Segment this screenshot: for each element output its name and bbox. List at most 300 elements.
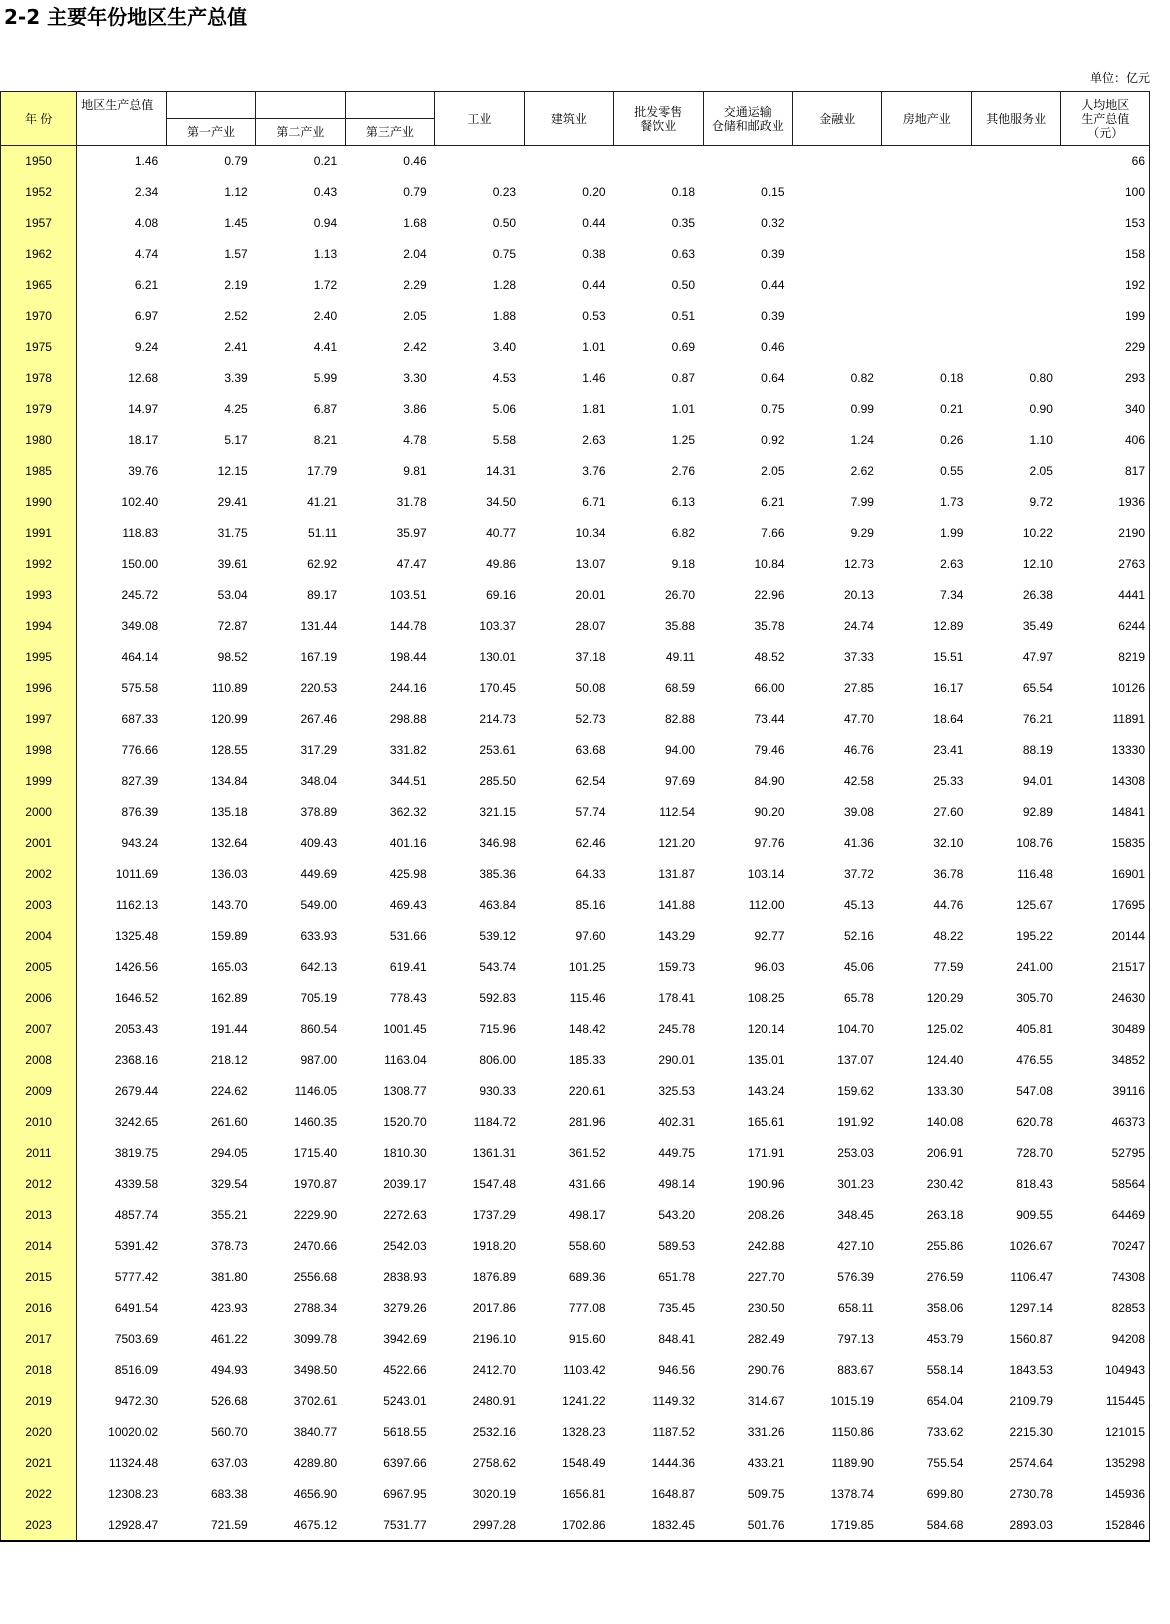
cell-tertiary: 1308.77 [383, 1084, 427, 1098]
cell-real-estate: 133.30 [926, 1084, 964, 1098]
year-cell: 2010 [1, 1107, 77, 1138]
cell-per-capita: 30489 [1061, 1014, 1150, 1045]
cell-per-capita: 158 [1061, 239, 1150, 270]
cell-real-estate: 0.21 [940, 402, 964, 416]
cell-gdp: 827.39 [121, 774, 159, 788]
cell-finance: 2.62 [850, 464, 874, 478]
header-blank [166, 92, 255, 119]
cell-trade [614, 146, 703, 177]
cell-finance: 12.73 [843, 557, 874, 571]
cell-real-estate: 206.91 [926, 1146, 964, 1160]
cell-trade: 112.54 [659, 805, 696, 819]
cell-primary: 329.54 [210, 1177, 248, 1191]
cell-tertiary: 298.88 [389, 712, 427, 726]
cell-gdp: 4.74 [134, 247, 159, 261]
cell-secondary: 3498.50 [293, 1363, 338, 1377]
year-cell: 2018 [1, 1355, 77, 1386]
cell-finance: 1015.19 [830, 1394, 874, 1408]
cell-industry: 2412.70 [472, 1363, 517, 1377]
cell-trade: 9.18 [671, 557, 696, 571]
cell-industry: 3.40 [492, 340, 517, 354]
cell-primary: 355.21 [210, 1208, 248, 1222]
cell-primary: 4.25 [224, 402, 248, 416]
cell-per-capita: 192 [1061, 270, 1150, 301]
cell-tertiary: 6967.95 [383, 1487, 427, 1501]
year-cell: 1993 [1, 580, 77, 611]
table-row [1, 828, 1150, 859]
cell-industry: 1876.89 [472, 1270, 517, 1284]
cell-construction: 220.61 [568, 1084, 606, 1098]
cell-construction: 6.71 [582, 495, 606, 509]
cell-primary: 0.79 [224, 154, 248, 169]
cell-finance: 24.74 [843, 619, 874, 633]
cell-tertiary: 103.51 [389, 588, 427, 602]
cell-industry: 1737.29 [472, 1208, 517, 1222]
cell-transport: 22.96 [754, 588, 785, 602]
cell-trade: 143.29 [658, 929, 696, 943]
year-cell: 1965 [1, 270, 77, 301]
cell-trade: 245.78 [658, 1022, 696, 1036]
cell-trade: 0.63 [671, 247, 696, 261]
cell-industry: 321.15 [479, 805, 517, 819]
cell-industry: 1547.48 [472, 1177, 517, 1191]
cell-trade: 1444.36 [651, 1456, 696, 1470]
table-row [1, 1386, 1150, 1417]
cell-tertiary: 2.04 [403, 247, 427, 261]
cell-tertiary: 5618.55 [383, 1425, 427, 1439]
year-cell: 1999 [1, 766, 77, 797]
table-row [1, 301, 1150, 332]
table-row [1, 177, 1150, 208]
cell-per-capita: 115445 [1061, 1386, 1150, 1417]
cell-secondary: 1970.87 [293, 1177, 338, 1191]
cell-transport: 112.00 [748, 898, 785, 912]
cell-secondary: 2788.34 [293, 1301, 338, 1315]
header-blank [345, 92, 434, 119]
cell-transport: 7.66 [761, 526, 785, 540]
cell-secondary: 267.46 [300, 712, 338, 726]
cell-per-capita: 340 [1061, 394, 1150, 425]
cell-gdp: 5777.42 [114, 1270, 159, 1284]
cell-construction: 1103.42 [563, 1363, 606, 1377]
cell-per-capita: 121015 [1061, 1417, 1150, 1448]
cell-real-estate: 48.22 [933, 929, 964, 943]
cell-gdp: 2053.43 [114, 1022, 159, 1036]
cell-per-capita: 20144 [1061, 921, 1150, 952]
cell-finance: 9.29 [850, 526, 874, 540]
cell-tertiary: 1520.70 [383, 1115, 427, 1129]
cell-per-capita: 58564 [1061, 1169, 1150, 1200]
cell-other-services: 1.10 [1029, 433, 1053, 447]
cell-tertiary: 1163.04 [384, 1053, 427, 1067]
cell-industry: 1.88 [492, 309, 517, 323]
cell-construction: 361.52 [568, 1146, 606, 1160]
cell-construction: 62.54 [575, 774, 606, 788]
cell-transport: 0.64 [761, 371, 785, 385]
cell-construction: 85.16 [575, 898, 606, 912]
cell-per-capita: 145936 [1061, 1479, 1150, 1510]
cell-finance: 427.10 [837, 1239, 874, 1253]
cell-industry: 539.12 [479, 929, 517, 943]
header-trade-line2: 餐饮业 [640, 118, 677, 133]
cell-tertiary: 2272.63 [383, 1208, 427, 1222]
cell-construction: 281.96 [568, 1115, 606, 1129]
cell-trade: 178.41 [658, 991, 696, 1005]
table-row [1, 952, 1150, 983]
cell-trade: 589.53 [658, 1239, 696, 1253]
cell-finance: 1.24 [850, 433, 874, 447]
cell-industry: 715.96 [479, 1022, 517, 1036]
cell-real-estate: 15.51 [933, 650, 964, 664]
cell-gdp: 4.08 [134, 216, 159, 230]
cell-industry: 40.77 [486, 526, 517, 540]
cell-secondary: 4289.80 [293, 1456, 338, 1470]
year-cell: 2019 [1, 1386, 77, 1417]
year-cell: 2016 [1, 1293, 77, 1324]
cell-finance: 52.16 [843, 929, 874, 943]
cell-per-capita: 34852 [1061, 1045, 1150, 1076]
cell-real-estate: 558.14 [926, 1363, 964, 1377]
cell-primary: 2.41 [224, 340, 248, 354]
table-row [1, 1076, 1150, 1107]
cell-finance: 883.67 [837, 1363, 874, 1377]
cell-finance: 27.85 [843, 681, 874, 695]
cell-industry: 2758.62 [472, 1456, 517, 1470]
cell-gdp: 876.39 [121, 805, 159, 819]
cell-secondary: 2229.90 [293, 1208, 338, 1222]
year-cell: 1991 [1, 518, 77, 549]
cell-industry: 346.98 [479, 836, 517, 850]
cell-secondary: 348.04 [300, 774, 338, 788]
cell-trade: 1149.32 [652, 1394, 696, 1408]
cell-primary: 5.17 [224, 433, 248, 447]
cell-trade: 0.69 [671, 340, 696, 354]
header-trade-line1: 批发零售 [634, 104, 683, 119]
table-row [1, 797, 1150, 828]
cell-tertiary: 778.43 [389, 991, 427, 1005]
cell-primary: 159.89 [210, 929, 248, 943]
table-row [1, 766, 1150, 797]
table-row [1, 1045, 1150, 1076]
cell-secondary: 6.87 [313, 402, 338, 416]
cell-finance: 46.76 [843, 743, 874, 757]
cell-finance: 658.11 [838, 1301, 874, 1315]
cell-transport: 0.15 [761, 185, 785, 199]
cell-per-capita: 406 [1061, 425, 1150, 456]
cell-other-services: 12.10 [1022, 557, 1053, 571]
cell-trade: 141.88 [658, 898, 696, 912]
year-cell: 1952 [1, 177, 77, 208]
cell-real-estate: 124.40 [926, 1053, 964, 1067]
year-cell: 1975 [1, 332, 77, 363]
cell-finance: 7.99 [850, 495, 874, 509]
cell-industry: 592.83 [479, 991, 517, 1005]
cell-gdp: 6.97 [134, 309, 159, 323]
cell-transport: 0.39 [761, 247, 785, 261]
table-row [1, 890, 1150, 921]
cell-per-capita: 293 [1061, 363, 1150, 394]
cell-industry: 2480.91 [472, 1394, 517, 1408]
cell-gdp: 18.17 [128, 433, 159, 447]
cell-other-services: 2730.78 [1009, 1487, 1053, 1501]
cell-construction: 1548.49 [562, 1456, 606, 1470]
cell-tertiary: 0.46 [403, 154, 427, 169]
cell-per-capita: 817 [1061, 456, 1150, 487]
cell-other-services: 94.01 [1022, 774, 1053, 788]
cell-real-estate: 120.29 [926, 991, 964, 1005]
cell-construction: 689.36 [568, 1270, 606, 1284]
cell-gdp: 6.21 [134, 278, 159, 292]
cell-trade: 6.82 [671, 526, 696, 540]
cell-real-estate: 77.59 [933, 960, 964, 974]
cell-construction: 52.73 [575, 712, 606, 726]
cell-primary: 31.75 [217, 526, 248, 540]
cell-industry: 285.50 [479, 774, 517, 788]
cell-construction: 28.07 [575, 619, 606, 633]
table-row [1, 983, 1150, 1014]
cell-industry: 214.73 [479, 712, 517, 726]
cell-transport: 143.24 [747, 1084, 785, 1098]
cell-gdp: 3819.75 [114, 1146, 159, 1160]
cell-trade: 0.35 [671, 216, 696, 230]
cell-per-capita: 14841 [1061, 797, 1150, 828]
cell-other-services: 2215.30 [1009, 1425, 1053, 1439]
cell-primary: 72.87 [217, 619, 248, 633]
cell-trade: 946.56 [658, 1363, 696, 1377]
cell-tertiary: 3.30 [403, 371, 427, 385]
cell-construction: 62.46 [575, 836, 606, 850]
cell-other-services: 0.90 [1029, 402, 1053, 416]
cell-gdp: 11324.48 [109, 1456, 159, 1470]
cell-other-services: 2.05 [1029, 464, 1053, 478]
cell-primary: 461.22 [210, 1332, 248, 1346]
cell-primary: 381.80 [210, 1270, 248, 1284]
cell-industry: 2017.86 [472, 1301, 517, 1315]
table-row [1, 270, 1150, 301]
cell-transport: 92.77 [754, 929, 785, 943]
cell-construction: 558.60 [568, 1239, 606, 1253]
cell-industry: 385.36 [479, 867, 517, 881]
cell-transport: 2.05 [761, 464, 785, 478]
cell-primary: 110.89 [211, 681, 248, 695]
header-year: 年 份 [1, 92, 77, 146]
header-other-services: 其他服务业 [971, 92, 1060, 146]
year-cell: 1980 [1, 425, 77, 456]
cell-construction: 0.38 [582, 247, 606, 261]
header-construction: 建筑业 [524, 92, 613, 146]
cell-secondary: 62.92 [307, 557, 338, 571]
year-cell: 1978 [1, 363, 77, 394]
cell-primary: 423.93 [210, 1301, 248, 1315]
cell-secondary: 1146.05 [294, 1084, 338, 1098]
cell-industry: 806.00 [479, 1053, 517, 1067]
cell-primary: 143.70 [210, 898, 248, 912]
cell-real-estate: 23.41 [933, 743, 964, 757]
cell-tertiary: 1810.30 [383, 1146, 427, 1160]
cell-primary: 3.39 [224, 371, 248, 385]
cell-tertiary: 619.41 [389, 960, 427, 974]
cell-per-capita: 1936 [1061, 487, 1150, 518]
cell-transport: 6.21 [761, 495, 785, 509]
cell-transport: 227.70 [747, 1270, 785, 1284]
year-cell: 1998 [1, 735, 77, 766]
table-row [1, 1169, 1150, 1200]
cell-primary: 637.03 [210, 1456, 248, 1470]
cell-transport: 0.92 [761, 433, 785, 447]
cell-industry: 5.06 [492, 402, 517, 416]
header-per-capita-line2: 生产总值 [1081, 111, 1130, 126]
cell-gdp: 118.83 [122, 526, 159, 540]
cell-tertiary: 244.16 [389, 681, 427, 695]
table-row [1, 859, 1150, 890]
cell-secondary: 167.19 [300, 650, 338, 664]
cell-gdp: 9.24 [134, 340, 159, 354]
cell-construction: 1656.81 [562, 1487, 606, 1501]
cell-other-services: 0.80 [1029, 371, 1053, 385]
table-row [1, 487, 1150, 518]
cell-transport: 35.78 [754, 619, 785, 633]
cell-secondary: 0.21 [313, 154, 338, 169]
cell-secondary: 633.93 [300, 929, 338, 943]
cell-primary: 683.38 [210, 1487, 248, 1501]
cell-finance: 41.36 [843, 836, 874, 850]
cell-gdp: 2679.44 [114, 1084, 159, 1098]
cell-tertiary: 1.68 [403, 216, 427, 230]
cell-real-estate: 25.33 [933, 774, 964, 788]
cell-finance [793, 146, 882, 177]
cell-primary: 560.70 [210, 1425, 248, 1439]
cell-gdp: 7503.69 [114, 1332, 159, 1346]
cell-gdp: 1325.48 [114, 929, 159, 943]
cell-other-services: 10.22 [1022, 526, 1053, 540]
year-cell: 2006 [1, 983, 77, 1014]
cell-other-services: 65.54 [1022, 681, 1053, 695]
cell-gdp: 349.08 [121, 619, 159, 633]
cell-tertiary: 5243.01 [383, 1394, 427, 1408]
cell-trade: 35.88 [665, 619, 696, 633]
cell-primary: 2.52 [224, 309, 248, 323]
cell-per-capita: 13330 [1061, 735, 1150, 766]
cell-gdp: 1011.69 [115, 867, 159, 881]
cell-trade: 97.69 [665, 774, 696, 788]
cell-construction [524, 146, 613, 177]
table-row [1, 1324, 1150, 1355]
cell-primary: 294.05 [210, 1146, 248, 1160]
cell-other-services: 108.76 [1016, 836, 1053, 850]
cell-secondary: 860.54 [300, 1022, 338, 1036]
cell-transport: 120.14 [747, 1022, 785, 1036]
cell-industry: 0.23 [492, 185, 517, 199]
cell-transport: 290.76 [747, 1363, 785, 1377]
cell-other-services: 476.55 [1016, 1053, 1053, 1067]
cell-finance: 65.78 [843, 991, 874, 1005]
cell-trade: 325.53 [658, 1084, 696, 1098]
cell-transport: 0.75 [761, 402, 785, 416]
cell-construction: 1328.23 [562, 1425, 606, 1439]
header-per-capita [1061, 92, 1150, 146]
cell-construction: 10.34 [575, 526, 606, 540]
cell-construction: 148.42 [568, 1022, 606, 1036]
cell-per-capita: 11891 [1061, 704, 1150, 735]
cell-transport: 0.32 [761, 216, 785, 230]
cell-other-services: 547.08 [1016, 1084, 1053, 1098]
cell-real-estate [882, 332, 971, 363]
cell-finance: 191.92 [837, 1115, 874, 1129]
cell-per-capita: 39116 [1061, 1076, 1150, 1107]
cell-other-services: 92.89 [1022, 805, 1053, 819]
cell-secondary: 41.21 [307, 495, 338, 509]
cell-secondary: 4.41 [313, 340, 338, 354]
table-row [1, 1200, 1150, 1231]
cell-transport [703, 146, 792, 177]
cell-secondary: 3099.78 [293, 1332, 338, 1346]
cell-real-estate: 32.10 [933, 836, 964, 850]
cell-construction: 3.76 [582, 464, 606, 478]
table-row [1, 1293, 1150, 1324]
cell-transport: 242.88 [747, 1239, 785, 1253]
cell-industry [435, 146, 524, 177]
header-blank [256, 92, 345, 119]
cell-industry: 69.16 [486, 588, 517, 602]
cell-per-capita: 94208 [1061, 1324, 1150, 1355]
cell-transport: 48.52 [754, 650, 785, 664]
cell-tertiary: 362.32 [389, 805, 427, 819]
cell-tertiary: 2.42 [403, 340, 427, 354]
cell-gdp: 464.14 [121, 650, 159, 664]
year-cell: 1970 [1, 301, 77, 332]
cell-tertiary: 6397.66 [383, 1456, 427, 1470]
cell-transport: 0.39 [761, 309, 785, 323]
cell-real-estate: 584.68 [882, 1510, 971, 1541]
cell-transport: 165.61 [747, 1115, 785, 1129]
cell-transport: 108.25 [747, 991, 785, 1005]
cell-trade: 1832.45 [614, 1510, 703, 1541]
cell-industry: 2532.16 [472, 1425, 517, 1439]
cell-finance: 20.13 [843, 588, 874, 602]
table-row [1, 425, 1150, 456]
cell-construction: 13.07 [575, 557, 606, 571]
cell-real-estate: 1.73 [940, 495, 964, 509]
cell-tertiary: 401.16 [389, 836, 427, 850]
cell-industry: 543.74 [479, 960, 517, 974]
cell-primary: 224.62 [210, 1084, 248, 1098]
cell-construction: 1.01 [582, 340, 606, 354]
cell-secondary: 1.13 [313, 247, 338, 261]
cell-other-services: 2893.03 [971, 1510, 1060, 1541]
cell-transport: 66.00 [754, 681, 785, 695]
table-body [1, 146, 1150, 1541]
cell-real-estate: 0.55 [940, 464, 964, 478]
cell-construction: 0.44 [582, 278, 606, 292]
cell-gdp: 2368.16 [114, 1053, 159, 1067]
cell-per-capita: 64469 [1061, 1200, 1150, 1231]
cell-tertiary: 4522.66 [383, 1363, 427, 1377]
cell-construction: 0.44 [582, 216, 606, 230]
cell-real-estate: 140.08 [926, 1115, 964, 1129]
cell-finance: 797.13 [837, 1332, 874, 1346]
cell-industry: 0.75 [492, 247, 517, 261]
cell-primary: 721.59 [166, 1510, 255, 1541]
cell-finance: 301.23 [837, 1177, 874, 1191]
cell-gdp: 12308.23 [108, 1487, 159, 1501]
year-cell: 2002 [1, 859, 77, 890]
cell-construction: 1.81 [582, 402, 606, 416]
cell-per-capita: 104943 [1061, 1355, 1150, 1386]
cell-other-services [971, 332, 1060, 363]
header-tertiary: 第三产业 [345, 119, 434, 146]
cell-other-services: 909.55 [1016, 1208, 1053, 1222]
header-gdp: 地区生产总值 [77, 92, 166, 146]
